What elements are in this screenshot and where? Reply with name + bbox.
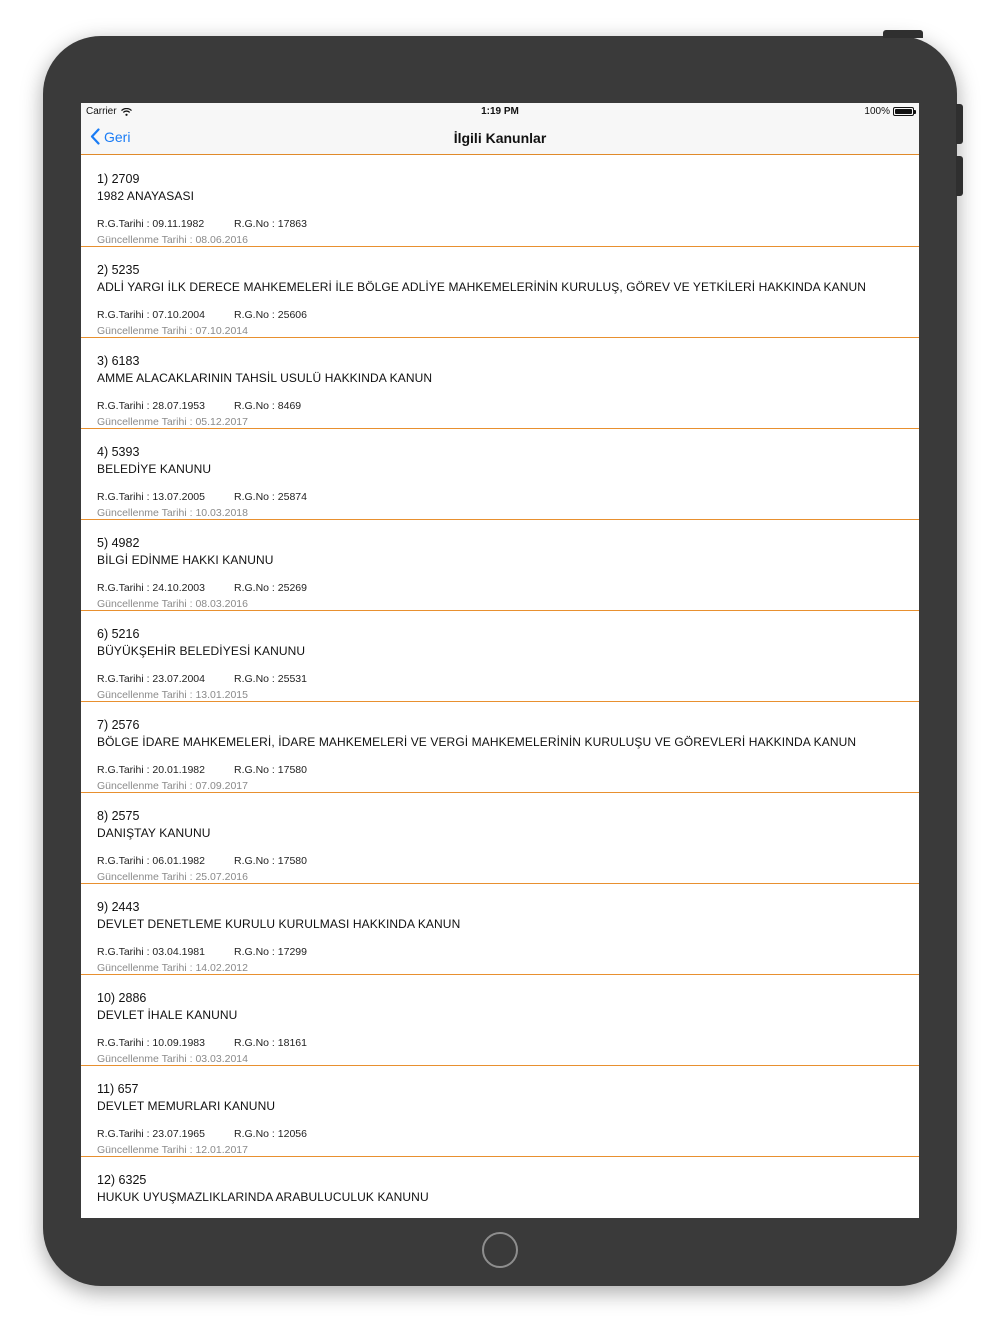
law-number: 3) 6183 bbox=[97, 354, 140, 368]
law-number: 8) 2575 bbox=[97, 809, 140, 823]
rg-number: R.G.No : 8469 bbox=[234, 400, 302, 412]
law-meta bbox=[97, 855, 307, 867]
law-meta bbox=[97, 400, 301, 412]
law-number: 10) 2886 bbox=[97, 991, 147, 1005]
list-item[interactable] bbox=[81, 429, 919, 520]
rg-date: R.G.Tarihi : 13.07.2005 bbox=[97, 491, 205, 503]
list-item[interactable] bbox=[81, 156, 919, 247]
law-meta bbox=[97, 582, 307, 594]
page-title: İlgili Kanunlar bbox=[453, 130, 547, 146]
law-number: 9) 2443 bbox=[97, 900, 140, 914]
rg-date: R.G.Tarihi : 24.10.2003 bbox=[97, 582, 205, 594]
update-date: Güncellenme Tarihi : 12.01.2017 bbox=[97, 1144, 248, 1156]
law-name: BÖLGE İDARE MAHKEMELERİ, İDARE MAHKEMELERİ VE VERGİ MAHKEMELERİNİN KURULUŞU VE GÖREVLERİ HAKKINDA KANUN bbox=[97, 735, 857, 749]
law-meta bbox=[97, 309, 307, 321]
rg-number: R.G.No : 17580 bbox=[234, 855, 307, 867]
list-item[interactable] bbox=[81, 338, 919, 429]
rg-date: R.G.Tarihi : 23.07.2004 bbox=[97, 673, 205, 685]
carrier-label: Carrier bbox=[86, 106, 117, 117]
update-date: Güncellenme Tarihi : 08.03.2016 bbox=[97, 598, 248, 610]
list-item[interactable] bbox=[81, 520, 919, 611]
volume-down-button bbox=[956, 156, 963, 196]
rg-date: R.G.Tarihi : 20.01.1982 bbox=[97, 764, 205, 776]
law-number: 4) 5393 bbox=[97, 445, 140, 459]
law-meta bbox=[97, 673, 307, 685]
navigation-bar bbox=[81, 121, 919, 155]
rg-number: R.G.No : 25606 bbox=[234, 309, 307, 321]
screen bbox=[81, 103, 919, 1218]
rg-date: R.G.Tarihi : 03.04.1981 bbox=[97, 946, 205, 958]
law-name: ADLİ YARGI İLK DERECE MAHKEMELERİ İLE BÖLGE ADLİYE MAHKEMELERİNİN KURULUŞ, GÖREV VE YETKİLERİ HAKKINDA KANUN bbox=[97, 280, 867, 294]
update-date: Güncellenme Tarihi : 13.01.2015 bbox=[97, 689, 248, 701]
law-number: 2) 5235 bbox=[97, 263, 140, 277]
law-name: DANIŞTAY KANUNU bbox=[97, 826, 211, 840]
rg-number: R.G.No : 17299 bbox=[234, 946, 307, 958]
rg-date: R.G.Tarihi : 09.11.1982 bbox=[97, 218, 205, 230]
battery-group bbox=[864, 106, 914, 117]
update-date: Güncellenme Tarihi : 05.12.2017 bbox=[97, 416, 248, 428]
update-date: Güncellenme Tarihi : 07.10.2014 bbox=[97, 325, 248, 337]
rg-date: R.G.Tarihi : 07.10.2004 bbox=[97, 309, 205, 321]
law-meta bbox=[97, 491, 307, 503]
law-name: BÜYÜKŞEHİR BELEDİYESİ KANUNU bbox=[97, 644, 306, 658]
list-item[interactable] bbox=[81, 1157, 919, 1218]
back-label: Geri bbox=[104, 128, 131, 145]
law-name: BİLGİ EDİNME HAKKI KANUNU bbox=[97, 553, 274, 567]
rg-number: R.G.No : 25269 bbox=[234, 582, 307, 594]
rg-date: R.G.Tarihi : 10.09.1983 bbox=[97, 1037, 205, 1049]
update-date: Güncellenme Tarihi : 08.06.2016 bbox=[97, 234, 248, 246]
law-name: DEVLET DENETLEME KURULU KURULMASI HAKKINDA KANUN bbox=[97, 917, 461, 931]
status-time: 1:19 PM bbox=[481, 106, 519, 117]
law-name: AMME ALACAKLARININ TAHSİL USULÜ HAKKINDA KANUN bbox=[97, 371, 433, 385]
law-name: DEVLET MEMURLARI KANUNU bbox=[97, 1099, 276, 1113]
rg-number: R.G.No : 12056 bbox=[234, 1128, 307, 1140]
rg-date: R.G.Tarihi : 28.07.1953 bbox=[97, 400, 205, 412]
rg-date: R.G.Tarihi : 06.01.1982 bbox=[97, 855, 205, 867]
rg-number: R.G.No : 25531 bbox=[234, 673, 307, 685]
update-date: Güncellenme Tarihi : 25.07.2016 bbox=[97, 871, 248, 883]
law-number: 12) 6325 bbox=[97, 1173, 147, 1187]
law-name: 1982 ANAYASASI bbox=[97, 189, 195, 203]
list-item[interactable] bbox=[81, 702, 919, 793]
rg-date: R.G.Tarihi : 23.07.1965 bbox=[97, 1128, 205, 1140]
list-item[interactable] bbox=[81, 247, 919, 338]
law-meta bbox=[97, 1128, 307, 1140]
battery-percent: 100% bbox=[864, 106, 890, 117]
law-number: 1) 2709 bbox=[97, 172, 140, 186]
volume-up-button bbox=[956, 104, 963, 144]
update-date: Güncellenme Tarihi : 03.03.2014 bbox=[97, 1053, 248, 1065]
list-item[interactable] bbox=[81, 884, 919, 975]
update-date: Güncellenme Tarihi : 10.03.2018 bbox=[97, 507, 248, 519]
list-item[interactable] bbox=[81, 611, 919, 702]
update-date: Güncellenme Tarihi : 14.02.2012 bbox=[97, 962, 248, 974]
home-button[interactable] bbox=[482, 1232, 518, 1268]
rg-number: R.G.No : 17863 bbox=[234, 218, 307, 230]
list-item[interactable] bbox=[81, 1066, 919, 1157]
law-meta bbox=[97, 1037, 307, 1049]
battery-icon bbox=[893, 107, 914, 116]
law-number: 7) 2576 bbox=[97, 718, 140, 732]
list-item[interactable] bbox=[81, 793, 919, 884]
law-name: HUKUK UYUŞMAZLIKLARINDA ARABULUCULUK KANUNU bbox=[97, 1190, 429, 1204]
law-meta bbox=[97, 946, 307, 958]
law-name: DEVLET İHALE KANUNU bbox=[97, 1008, 238, 1022]
rg-number: R.G.No : 18161 bbox=[234, 1037, 307, 1049]
power-button bbox=[883, 30, 923, 38]
list-item[interactable] bbox=[81, 975, 919, 1066]
law-meta bbox=[97, 764, 307, 776]
rg-number: R.G.No : 25874 bbox=[234, 491, 307, 503]
law-meta bbox=[97, 218, 307, 230]
rg-number: R.G.No : 17580 bbox=[234, 764, 307, 776]
law-name: BELEDİYE KANUNU bbox=[97, 462, 212, 476]
update-date: Güncellenme Tarihi : 07.09.2017 bbox=[97, 780, 248, 792]
status-bar bbox=[81, 103, 919, 121]
law-number: 5) 4982 bbox=[97, 536, 140, 550]
law-number: 11) 657 bbox=[97, 1082, 139, 1096]
law-number: 6) 5216 bbox=[97, 627, 140, 641]
law-list bbox=[81, 156, 919, 1218]
